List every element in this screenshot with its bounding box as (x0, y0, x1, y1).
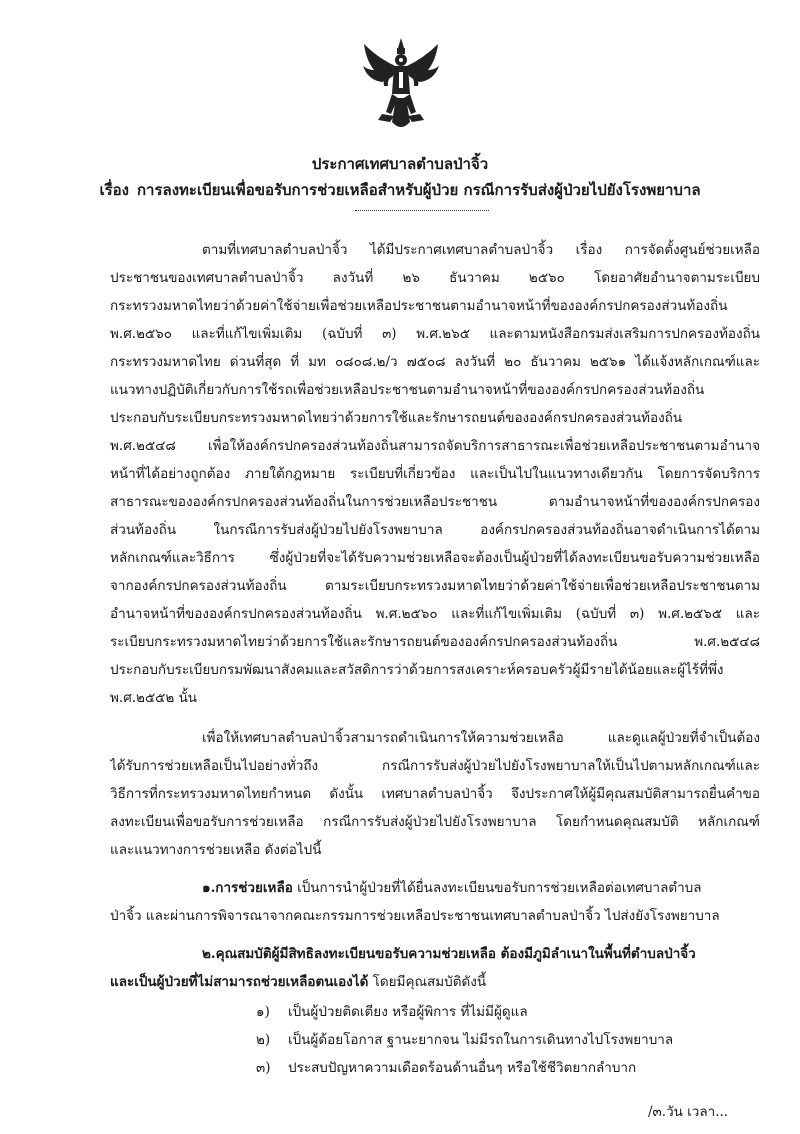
page-continuation: /๓.วัน เวลา... (648, 1104, 729, 1120)
item-text: เป็นผู้ด้อยโอกาส ฐานะยากจน ไม่มีรถในการเดินทางไปโรงพยาบาล (288, 1032, 674, 1048)
para2-line: ได้รับการช่วยเหลือเป็นไปอย่างทั่วถึง กรณีการรับส่งผู้ป่วยไปยังโรงพยาบาลให้เป็นไปตามหลักเกณฑ์และ (110, 758, 760, 774)
qualification-item (256, 1028, 673, 1052)
qualification-item (256, 1000, 528, 1024)
item-text: เป็นผู้ป่วยติดเตียง หรือผู้พิการ ที่ไม่มีผู้ดูแล (288, 1004, 528, 1020)
para1-line: ตามที่เทศบาลตำบลป่าจิ้ว ได้มีประกาศเทศบาลตำบลป่าจิ้ว เรื่อง การจัดตั้งศูนย์ช่วยเหลือ (202, 242, 760, 258)
para2-line: เพื่อให้เทศบาลตำบลป่าจิ้วสามารถดำเนินการให้ความช่วยเหลือ และดูแลผู้ป่วยที่จำเป็นต้อง (202, 730, 760, 746)
garuda-emblem-icon (360, 36, 442, 136)
item-number: ๓) (256, 1060, 271, 1076)
para1-line: พ.ศ.๒๕๖๐ และที่แก้ไขเพิ่มเติม (ฉบับที่ ๓) พ.ศ.๒๖๕ และตามหนังสือกรมส่งเสริมการปกครองท้องถิ่น (110, 326, 760, 342)
para1-line: ประกอบกับระเบียบกรมพัฒนาสังคมและสวัสดิการว่าด้วยการสงเคราะห์ครอบครัวผู้มีรายได้น้อยและผู้ไร้ที่พึ่ง (110, 662, 724, 678)
para2-line: ลงทะเบียนเพื่อขอรับการช่วยเหลือ กรณีการรับส่งผู้ป่วยไปยังโรงพยาบาล โดยกำหนดคุณสมบัติ หลักเกณฑ์ (110, 814, 760, 830)
para1-line: ส่วนท้องถิ่น ในกรณีการรับส่งผู้ป่วยไปยังโรงพยาบาล องค์กรปกครองส่วนท้องถิ่นอาจดำเนินการได้ตาม (110, 522, 760, 538)
section2-line2 (110, 970, 760, 994)
para1-line: หน้าที่ได้อย่างถูกต้อง ภายใต้กฎหมาย ระเบียบที่เกี่ยวข้อง และเป็นไปในแนวทางเดียวกัน โดยการจัดบริการ (110, 466, 760, 482)
qualification-item (256, 1056, 636, 1080)
section2-rest: โดยมีคุณสมบัติดังนี้ (368, 974, 487, 990)
para1-line: กระทรวงมหาดไทย ด่วนที่สุด ที่ มท ๐๘๐๘.๒/ว ๗๕๐๘ ลงวันที่ ๒๐ ธันวาคม ๒๕๖๑ ได้แจ้งหลักเกณฑ์และ (110, 354, 760, 370)
section2-heading: ๒.คุณสมบัติผู้มีสิทธิลงทะเบียนขอรับความช่วยเหลือ ต้องมีภูมิลำเนาในพื้นที่ตำบลป่าจิ้ว (202, 946, 696, 962)
section1-heading: ๑.การช่วยเหลือ (202, 880, 293, 896)
para1-line: ประชาชนของเทศบาลตำบลป่าจิ้ว ลงวันที่ ๒๖ ธันวาคม ๒๕๖๐ โดยอาศัยอำนาจตามระเบียบ (110, 270, 760, 286)
section1-text: เป็นการนำผู้ป่วยที่ได้ยื่นลงทะเบียนขอรับการช่วยเหลือต่อเทศบาลตำบล (292, 880, 702, 896)
para1-line: ประกอบกับระเบียบกระทรวงมหาดไทยว่าด้วยการใช้และรักษารถยนต์ขององค์กรปกครองส่วนท้องถิ่น (110, 410, 683, 426)
section1-line2: ป่าจิ้ว และผ่านการพิจารณาจากคณะกรรมการช่วยเหลือประชาชนเทศบาลตำบลป่าจิ้ว ไปส่งยังโรงพยาบาล (110, 908, 720, 924)
document-subject (0, 178, 800, 202)
para1-line: แนวทางปฏิบัติเกี่ยวกับการใช้รถเพื่อช่วยเหลือประชาชนตามอำนาจหน้าที่ขององค์กรปกครองส่วนท้องถิ่น (110, 382, 705, 398)
para1-line: ระเบียบกระทรวงมหาดไทยว่าด้วยการใช้และรักษารถยนต์ขององค์กรปกครองส่วนท้องถิ่น พ.ศ.๒๕๔๘ (110, 634, 760, 650)
subject-label: เรื่อง (99, 181, 129, 199)
subject-text: การลงทะเบียนเพื่อขอรับการช่วยเหลือสำหรับผู้ป่วย กรณีการรับส่งผู้ป่วยไปยังโรงพยาบาล (136, 181, 701, 199)
item-number: ๒) (256, 1032, 271, 1048)
section2-bold: และเป็นผู้ป่วยที่ไม่สามารถช่วยเหลือตนเองได้ (110, 974, 369, 990)
section1-line1 (202, 876, 760, 900)
para2-line: วิธีการที่กระทรวงมหาดไทยกำหนด ดังนั้น เทศบาลตำบลป่าจิ้ว จึงประกาศให้ผู้มีคุณสมบัติสามารถยื่นคำขอ (110, 786, 760, 802)
para1-line: หลักเกณฑ์และวิธีการ ซึ่งผู้ป่วยที่จะได้รับความช่วยเหลือจะต้องเป็นผู้ป่วยที่ได้ลงทะเบียนขอรับความช่วยเหลือ (110, 550, 760, 566)
para1-line: อำนาจหน้าที่ขององค์กรปกครองส่วนท้องถิ่น พ.ศ.๒๕๖๐ และที่แก้ไขเพิ่มเติม (ฉบับที่ ๓) พ.ศ.๒๕๖๕ และ (110, 606, 760, 622)
para1-line: พ.ศ.๒๕๔๘ เพื่อให้องค์กรปกครองส่วนท้องถิ่นสามารถจัดบริการสาธารณะเพื่อช่วยเหลือประชาชนตามอำนาจ (110, 438, 760, 454)
item-text: ประสบปัญหาความเดือดร้อนด้านอื่นๆ หรือใช้ชีวิตยากลำบาก (288, 1060, 637, 1076)
para2-line: และแนวทางการช่วยเหลือ ดังต่อไปนี้ (110, 842, 322, 858)
title-divider (355, 210, 489, 211)
para1-line: กระทรวงมหาดไทยว่าด้วยค่าใช้จ่ายเพื่อช่วยเหลือประชาชนตามอำนาจหน้าที่ขององค์กรปกครองส่วนท้องถิ่น (110, 298, 728, 314)
para1-line: พ.ศ.๒๕๕๒ นั้น (110, 690, 198, 706)
document-title: ประกาศเทศบาลตำบลป่าจิ้ว (311, 155, 489, 173)
para1-line: จากองค์กรปกครองส่วนท้องถิ่น ตามระเบียบกระทรวงมหาดไทยว่าด้วยค่าใช้จ่ายเพื่อช่วยเหลือประชาชนตาม (110, 578, 760, 594)
item-number: ๑) (256, 1004, 270, 1020)
para1-line: สาธารณะขององค์กรปกครองส่วนท้องถิ่นในการช่วยเหลือประชาชน ตามอำนาจหน้าที่ขององค์กรปกครอง (110, 494, 760, 510)
